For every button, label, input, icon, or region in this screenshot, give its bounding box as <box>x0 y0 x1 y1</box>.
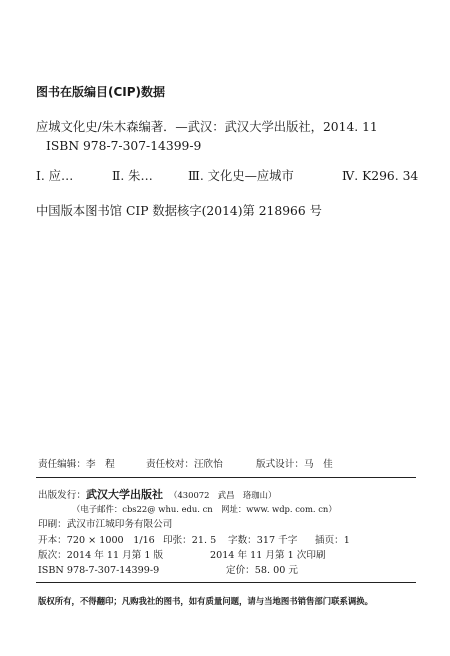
cip-subject-2: Ⅱ. 朱… <box>112 169 153 183</box>
format: 开本：720 × 1000 1/16 <box>38 535 155 546</box>
publication-isbn: ISBN 978-7-307-14399-9 <box>38 565 160 576</box>
layout-designer: 版式设计：马 佳 <box>256 459 333 470</box>
publisher-name: 武汉大学出版社 <box>85 488 163 501</box>
cip-isbn: ISBN 978-7-307-14399-9 <box>46 139 202 153</box>
cip-library-number: 中国版本图书馆 CIP 数据核字(2014)第 218966 号 <box>36 204 322 218</box>
printer: 印刷：武汉市江城印务有限公司 <box>38 519 173 530</box>
price: 定价：58. 00 元 <box>226 565 298 576</box>
publisher-address: （430072 武昌 珞珈山） <box>169 490 277 500</box>
plates: 插页：1 <box>315 535 350 546</box>
divider-bottom <box>36 582 416 583</box>
publisher-email-web: （电子邮件：cbs22@ whu. edu. cn 网址：www. wdp. com. cn） <box>72 504 337 514</box>
edition: 版次：2014 年 11 月第 1 版 <box>38 550 164 561</box>
publisher-line <box>38 489 276 501</box>
publisher-label: 出版发行： <box>38 490 86 501</box>
cip-subject-1: Ⅰ. 应… <box>36 169 74 183</box>
word-count: 字数：317 千字 <box>228 535 298 546</box>
cip-subject-4: Ⅳ. K296. 34 <box>342 169 419 183</box>
divider-top <box>36 477 416 478</box>
cip-subject-3: Ⅲ. 文化史—应城市 <box>188 169 294 183</box>
sheets: 印张：21. 5 <box>163 535 217 546</box>
responsible-editor: 责任编辑：李 程 <box>38 459 115 470</box>
printing: 2014 年 11 月第 1 次印刷 <box>210 550 326 561</box>
cip-title: 图书在版编目(CIP)数据 <box>36 85 166 99</box>
copyright-notice: 版权所有，不得翻印；凡购我社的图书，如有质量问题，请与当地图书销售部门联系调换。 <box>38 596 373 606</box>
cip-main-entry: 应城文化史/朱木森编著．—武汉：武汉大学出版社，2014. 11 <box>36 120 378 134</box>
proofreader: 责任校对：汪欣怡 <box>146 459 223 470</box>
